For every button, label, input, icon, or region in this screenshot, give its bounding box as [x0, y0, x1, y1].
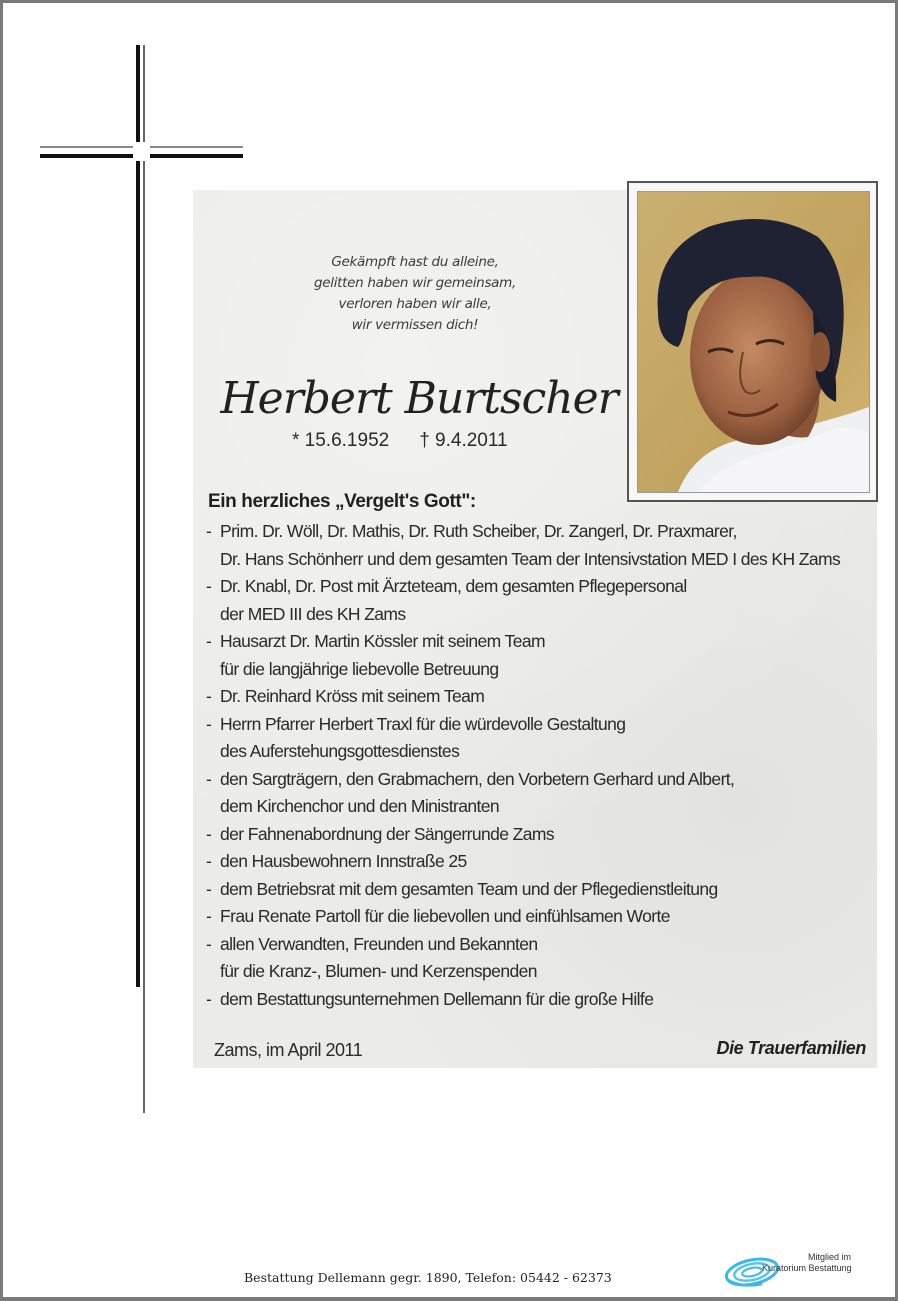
- list-item: - Herrn Pfarrer Herbert Traxl für die würdevolle Gestaltung des Auferstehungsgottesdienstes: [206, 713, 626, 761]
- kuratorium-logo: [722, 1250, 862, 1290]
- list-item: - allen Verwandten, Freunden und Bekannten für die Kranz-, Blumen- und Kerzenspenden: [206, 933, 538, 981]
- portrait-frame: [627, 181, 878, 502]
- signature: Die Trauerfamilien: [716, 1038, 866, 1058]
- list-item: - Prim. Dr. Wöll, Dr. Mathis, Dr. Ruth Scheiber, Dr. Zangerl, Dr. Praxmarer, Dr. Hans Schönherr und dem gesamten Team der Intensivstation MED I des KH Zams: [206, 521, 841, 569]
- list-item: - Hausarzt Dr. Martin Kössler mit seinem Team für die langjährige liebevolle Betreuung: [206, 631, 545, 679]
- list-item: - Dr. Reinhard Kröss mit seinem Team: [206, 686, 485, 706]
- life-dates: [292, 430, 552, 452]
- list-item: - der Fahnenabordnung der Sängerrunde Zams: [206, 823, 555, 844]
- list-item: - den Hausbewohnern Innstraße 25: [206, 851, 467, 871]
- birth-date: * 15.6.1952: [292, 430, 390, 451]
- logo-line1: Mitglied im: [808, 1252, 852, 1262]
- list-item: - den Sargträgern, den Grabmachern, den Vorbetern Gerhard und Albert, dem Kirchenchor und den Ministranten: [206, 768, 735, 816]
- place-and-date: Zams, im April 2011: [214, 1040, 363, 1060]
- cross-horizontal-thin-left: [40, 146, 133, 148]
- deceased-name: Herbert Burtscher: [220, 373, 618, 424]
- cross-horizontal-thick-right: [150, 154, 243, 158]
- death-date: † 9.4.2011: [419, 430, 508, 451]
- thanks-list: [206, 518, 876, 1013]
- poem: [290, 252, 540, 336]
- footer-contact: Bestattung Dellemann gegr. 1890, Telefon: 05442 - 62373: [244, 1270, 612, 1285]
- portrait-illustration: [638, 192, 869, 492]
- cross-horizontal-thin-right: [150, 146, 243, 148]
- list-item: - Dr. Knabl, Dr. Post mit Ärzteteam, dem gesamten Pflegepersonal der MED III des KH Zams: [206, 576, 687, 624]
- poem-line: wir vermissen dich!: [351, 317, 479, 333]
- list-item: - Frau Renate Partoll für die liebevollen und einfühlsamen Worte: [206, 906, 670, 926]
- thanks-heading: Ein herzliches „Vergelt's Gott":: [208, 491, 476, 512]
- poem-line: verloren haben wir alle,: [338, 296, 492, 312]
- cross-vertical-thick-top: [136, 45, 140, 142]
- cross-vertical-thin-top: [143, 45, 145, 142]
- cross-vertical-thick-bottom: [136, 161, 140, 987]
- cross-vertical-thin-bottom: [143, 161, 145, 1113]
- portrait-photo: [637, 191, 870, 493]
- list-item: - dem Betriebsrat mit dem gesamten Team und der Pflegedienstleitung: [206, 878, 718, 899]
- poem-line: Gekämpft hast du alleine,: [331, 254, 499, 270]
- poem-line: gelitten haben wir gemeinsam,: [314, 275, 516, 291]
- logo-line2: Kuratorium Bestattung: [762, 1263, 852, 1273]
- list-item: - dem Bestattungsunternehmen Dellemann für die große Hilfe: [206, 988, 654, 1009]
- cross-horizontal-thick-left: [40, 154, 133, 158]
